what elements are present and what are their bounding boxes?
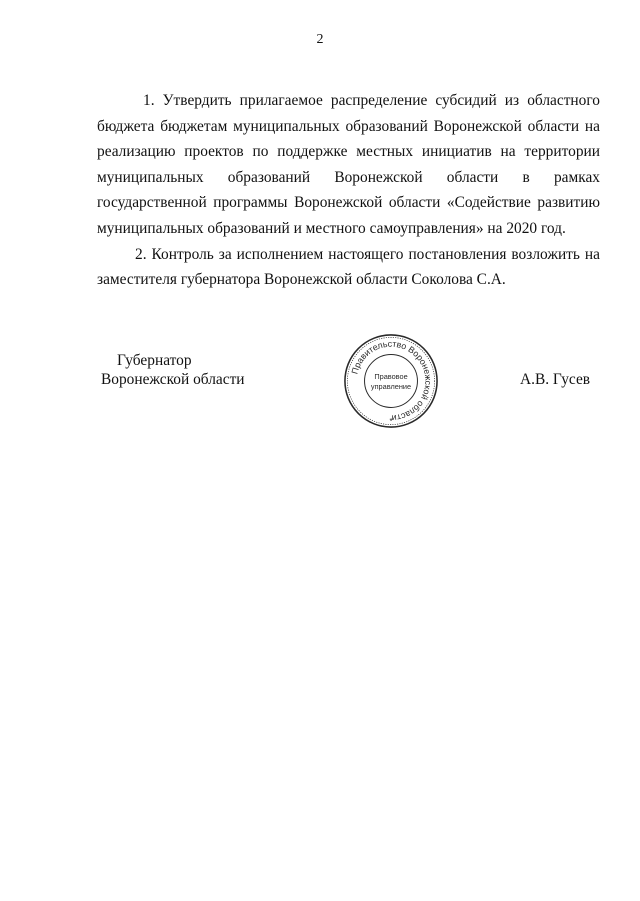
signatory-name: А.В. Гусев [520,371,591,388]
seal-center-line-1: Правовое [374,372,408,382]
seal-star: * [389,417,393,427]
seal-ring-text: Правительство Воронежской области [349,338,434,424]
paragraph-line: бюджета бюджетам муниципальных образований Воронежской области на [97,117,600,135]
seal-icon [342,332,440,430]
seal-center-line-2: управление [370,381,412,391]
official-seal [342,332,440,430]
document-body [97,88,600,293]
paragraph-2 [97,242,600,293]
paragraph-line: заместителя губернатора Воронежской области Соколова С.А. [97,271,506,289]
paragraph-1 [97,88,600,242]
signatory-region: Воронежской области [101,371,245,388]
paragraph-line: государственной программы Воронежской области «Содействие развитию [97,194,600,212]
paragraph-line: реализацию проектов по поддержке местных инициатив на территории [97,143,600,161]
paragraph-line: муниципальных образований и местного самоуправления» на 2020 год. [97,219,566,237]
paragraph-line: 1. Утвердить прилагаемое распределение субсидий из областного [143,92,600,109]
signatory-title [97,351,247,389]
paragraph-line: муниципальных образований Воронежской области в рамках [97,168,600,186]
signatory-role: Губернатор [117,352,192,369]
page-number: 2 [316,32,324,47]
paragraph-line: 2. Контроль за исполнением настоящего постановления возложить на [135,245,600,263]
